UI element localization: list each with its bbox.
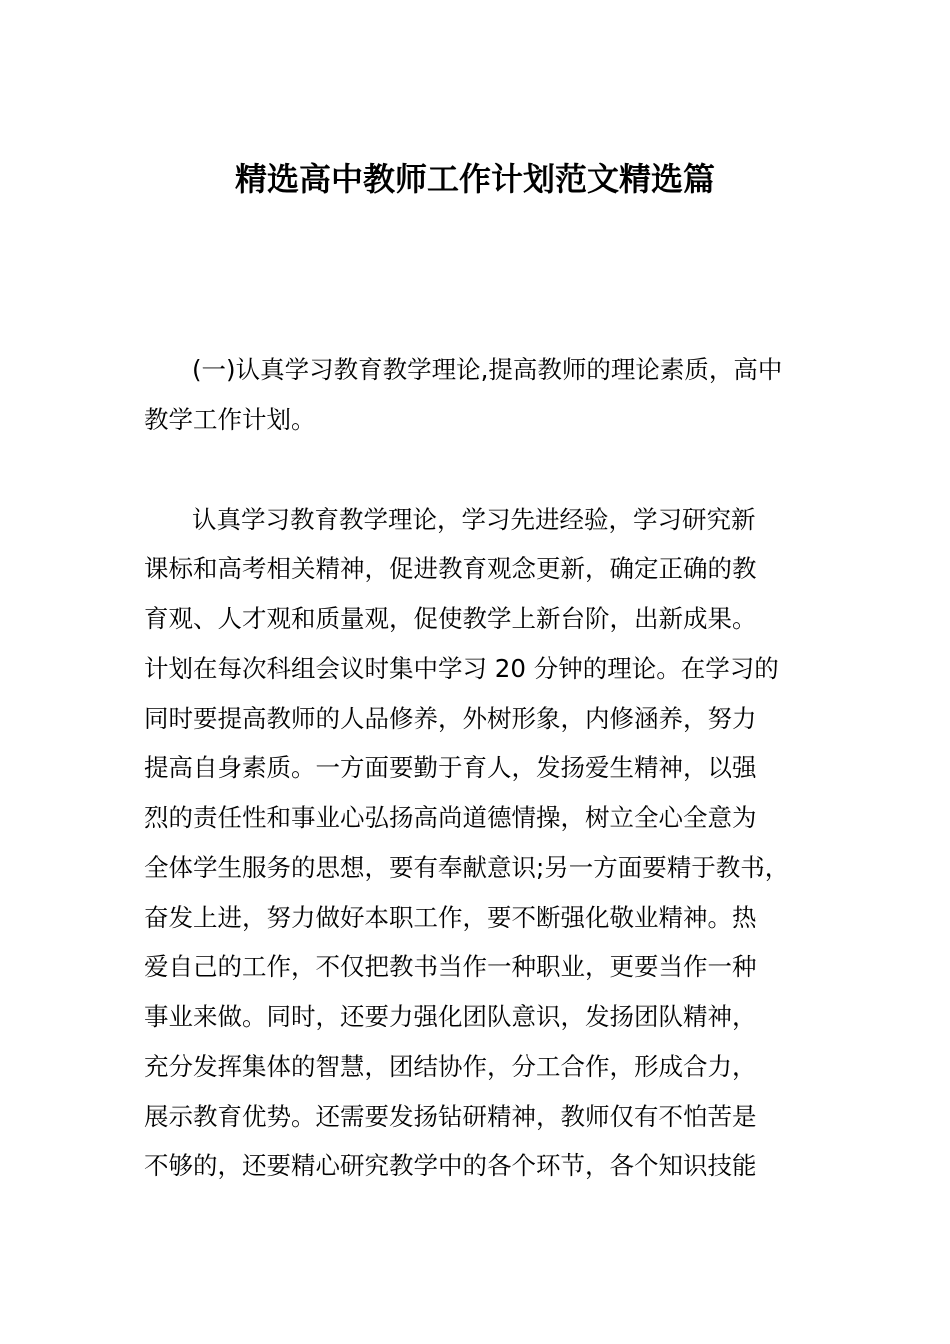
- document-title: 精选高中教师工作计划范文精选篇: [234, 160, 715, 198]
- paragraph-line-6: 提高自身素质。一方面要勤于育人，发扬爱生精神，以强: [144, 753, 757, 782]
- paragraph-line-2: 课标和高考相关精神，促进教育观念更新，确定正确的教: [144, 554, 757, 583]
- section-heading-line-1: (一)认真学习教育教学理论,提高教师的理论素质，高中: [192, 355, 783, 384]
- section-heading-line-2: 教学工作计划。: [144, 405, 316, 434]
- paragraph-line-8: 全体学生服务的思想，要有奉献意识;另一方面要精于教书，: [144, 853, 790, 882]
- paragraph-line-14: 不够的，还要精心研究教学中的各个环节，各个知识技能: [144, 1151, 757, 1180]
- paragraph-line-7: 烈的责任性和事业心弘扬高尚道德情操，树立全心全意为: [144, 803, 757, 832]
- paragraph-line-11: 事业来做。同时，还要力强化团队意识，发扬团队精神，: [144, 1002, 757, 1031]
- paragraph-line-12: 充分发挥集体的智慧，团结协作，分工合作，形成合力，: [144, 1052, 757, 1081]
- paragraph-line-9: 奋发上进，努力做好本职工作，要不断强化敬业精神。热: [144, 903, 757, 932]
- paragraph-line-4: 计划在每次科组会议时集中学习 20 分钟的理论。在学习的: [144, 654, 779, 683]
- paragraph-line-10: 爱自己的工作，不仅把教书当作一种职业，更要当作一种: [144, 952, 757, 981]
- paragraph-line-1: 认真学习教育教学理论，学习先进经验，学习研究新: [192, 505, 756, 534]
- paragraph-line-3: 育观、人才观和质量观，促使教学上新台阶，出新成果。: [144, 604, 757, 633]
- paragraph-line-13: 展示教育优势。还需要发扬钻研精神，教师仅有不怕苦是: [144, 1102, 757, 1131]
- paragraph-line-5: 同时要提高教师的人品修养，外树形象，内修涵养，努力: [144, 704, 757, 733]
